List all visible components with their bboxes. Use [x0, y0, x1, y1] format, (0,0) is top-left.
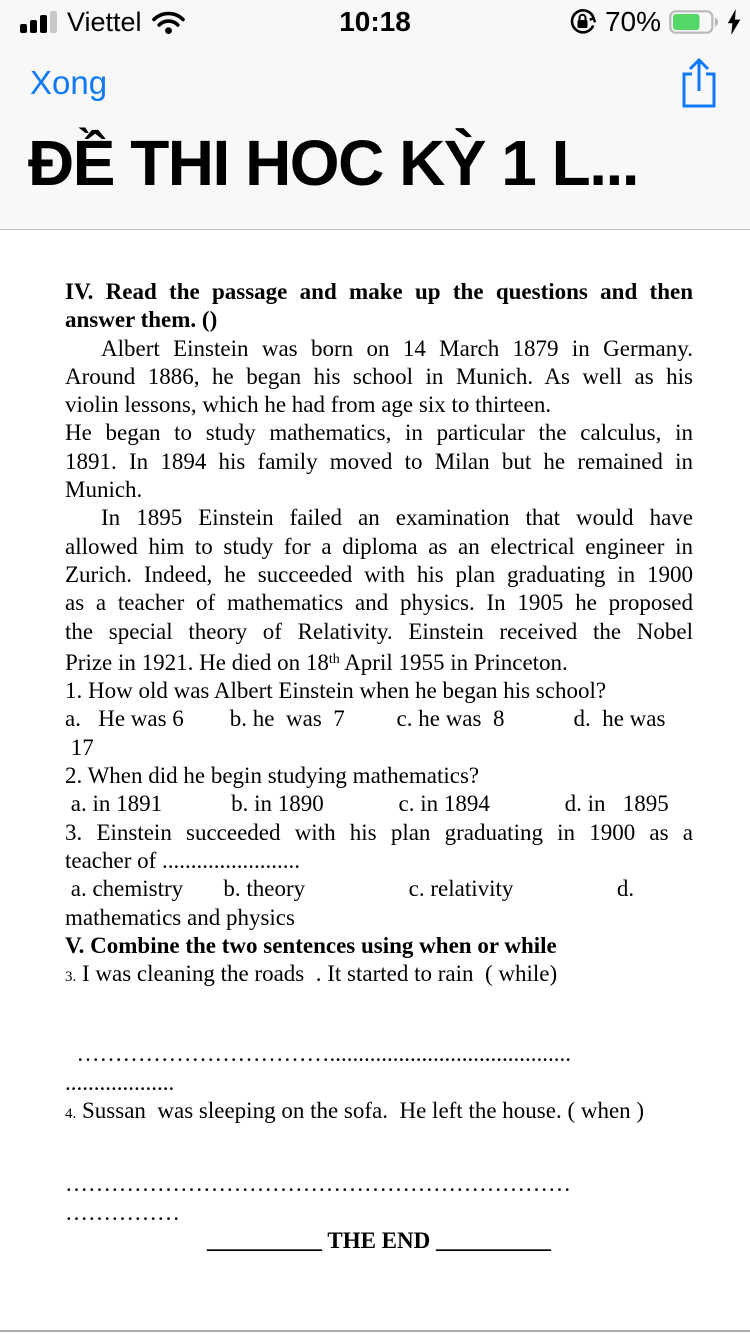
doc-line: In 1895 Einstein failed an examination that would have — [101, 505, 693, 531]
doc-line: …………… — [65, 1199, 180, 1225]
battery-percent-label: 70% — [604, 6, 661, 37]
document-title: ĐỀ THI HOC KỲ 1 L... — [28, 127, 639, 199]
doc-line: Prize in 1921. He died on 18th April 1955 in Princeton. — [65, 649, 568, 675]
doc-line: answer them. () — [65, 307, 218, 333]
done-button[interactable]: Xong — [30, 64, 108, 101]
rotation-lock-icon — [568, 8, 597, 37]
doc-line: 3. Einstein succeeded with his plan graduating in 1900 as a — [65, 819, 693, 845]
doc-line: a. chemistry b. theory c. relativity d. — [65, 876, 635, 902]
battery-icon — [669, 10, 719, 34]
cellular-signal-icon — [20, 11, 58, 34]
doc-line: 1891. In 1894 his family moved to Milan but he remained in — [65, 448, 693, 474]
time-label: 10:18 — [339, 6, 411, 37]
charging-bolt-icon — [727, 9, 741, 35]
doc-line: V. Combine the two sentences using when or while — [65, 932, 557, 958]
doc-line: 4. Sussan was sleeping on the sofa. He left the house. ( when ) — [65, 1098, 645, 1124]
doc-line: 1. How old was Albert Einstein when he began his school? — [65, 678, 607, 704]
doc-line: 3. I was cleaning the roads . It started to rain ( while) — [65, 961, 558, 987]
doc-line: Around 1886, he began his school in Munich. As well as his — [65, 363, 693, 389]
doc-line: ................... — [65, 1069, 175, 1095]
doc-line: IV. Read the passage and make up the questions and then — [65, 279, 693, 304]
doc-line: as a teacher of mathematics and physics. In 1905 he proposed — [65, 590, 693, 616]
doc-line: teacher of ........................ — [65, 847, 301, 873]
doc-line: 17 — [65, 734, 94, 760]
share-icon — [679, 57, 719, 109]
doc-line: violin lessons, which he had from age six to thirteen. — [65, 392, 552, 418]
doc-line: a. He was 6 b. he was 7 c. he was 8 d. he was — [65, 706, 666, 732]
doc-line: 2. When did he begin studying mathematics? — [65, 763, 480, 789]
document-page[interactable] — [0, 231, 750, 1334]
status-bar — [0, 0, 750, 44]
doc-line: the special theory of Relativity. Einstein received the Nobel — [65, 618, 693, 644]
doc-line: ………………………………………………………… — [65, 1171, 571, 1197]
status-left-cluster — [20, 0, 186, 44]
doc-line: Zurich. Indeed, he succeeded with his plan graduating in 1900 — [65, 561, 693, 587]
doc-line: __________ THE END __________ — [207, 1227, 551, 1253]
doc-line: mathematics and physics — [65, 904, 295, 930]
carrier-label: Viettel — [67, 7, 142, 37]
header — [0, 0, 750, 230]
doc-line: He began to study mathematics, in particular the calculus, in — [65, 420, 693, 446]
doc-line: …………………………….......................................... — [65, 1041, 571, 1067]
wifi-icon — [151, 10, 186, 35]
status-right-cluster — [568, 0, 741, 44]
share-button[interactable] — [679, 57, 719, 109]
doc-line: allowed him to study for a diploma as an electrical engineer in — [65, 533, 693, 559]
bottom-toolbar-edge — [0, 1330, 750, 1332]
doc-line: Albert Einstein was born on 14 March 1879 in Germany. — [101, 335, 693, 361]
doc-line: a. in 1891 b. in 1890 c. in 1894 d. in 1895 — [65, 791, 669, 817]
doc-line: Munich. — [65, 477, 143, 503]
